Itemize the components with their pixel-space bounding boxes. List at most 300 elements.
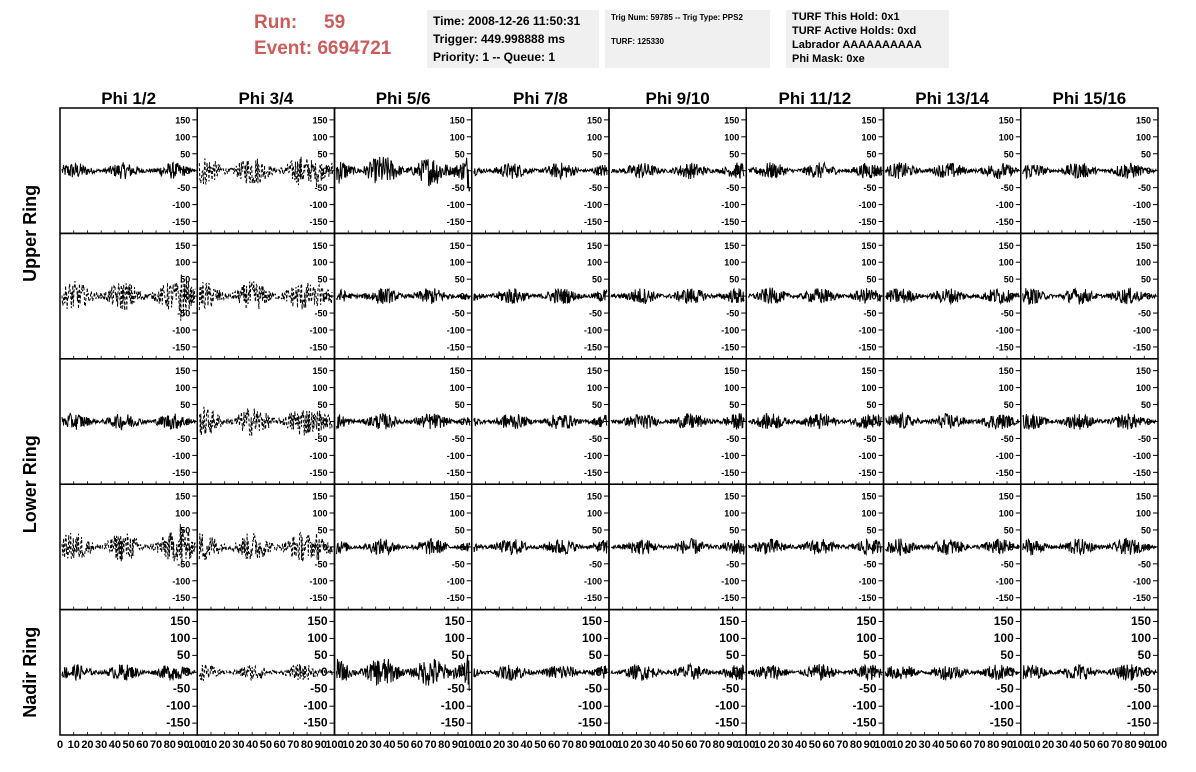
y-tick-label: 0: [320, 664, 328, 679]
waveform-panel: [746, 610, 883, 735]
waveform-panel: [472, 108, 609, 233]
x-tick-label: 30: [506, 739, 520, 751]
waveform-trace: [62, 664, 195, 680]
y-tick-label: -150: [446, 217, 465, 228]
y-tick-label: -100: [852, 698, 877, 713]
y-tick-label: -150: [583, 593, 602, 604]
y-tick-label: -50: [588, 559, 602, 570]
waveform-trace: [611, 539, 744, 555]
waveform-trace: [474, 288, 607, 304]
x-tick-label: 90: [1000, 739, 1014, 751]
priority-line: Priority: 1 -- Queue: 1: [433, 50, 556, 64]
y-tick-label: 0: [459, 291, 465, 302]
waveform-trace: [886, 162, 1019, 179]
y-tick-label: -50: [726, 433, 740, 444]
x-tick-label: 100: [188, 739, 207, 751]
y-tick-label: -100: [440, 698, 465, 713]
y-tick-label: 100: [861, 383, 877, 394]
x-tick-label: 30: [95, 739, 108, 751]
waveform-trace: [748, 288, 881, 304]
y-tick-label: 0: [596, 542, 602, 553]
y-tick-label: 100: [861, 132, 877, 143]
y-tick-label: -150: [721, 217, 740, 228]
waveform-panel: [609, 484, 746, 609]
x-tick-label: 90: [451, 739, 465, 751]
y-tick-label: -50: [1137, 433, 1151, 444]
y-tick-label: 100: [998, 132, 1014, 143]
y-tick-label: 0: [734, 542, 740, 553]
y-tick-label: 50: [863, 647, 877, 662]
y-tick-label: -150: [440, 715, 465, 730]
y-tick-label: 150: [998, 491, 1014, 502]
x-tick-label: 50: [946, 739, 959, 751]
waveform-panel: [1021, 108, 1158, 233]
y-tick-label: -150: [172, 467, 191, 478]
y-tick-label: 100: [312, 132, 328, 143]
x-tick-label: 40: [246, 739, 259, 751]
y-tick-label: 100: [998, 257, 1014, 268]
x-tick-label: 10: [479, 739, 492, 751]
waveform-panel: [197, 233, 334, 358]
waveform-panel: [335, 233, 472, 358]
x-tick-label: 80: [849, 739, 863, 751]
y-tick-label: 150: [861, 491, 877, 502]
waveform-trace: [337, 157, 470, 192]
y-tick-label: 150: [856, 613, 877, 628]
y-tick-label: -150: [172, 593, 191, 604]
waveform-trace: [748, 162, 881, 178]
x-tick-label: 80: [1124, 739, 1137, 751]
y-tick-label: 0: [871, 417, 877, 427]
x-tick-label: 20: [630, 739, 643, 751]
y-tick-label: 150: [861, 240, 877, 251]
y-tick-label: 50: [588, 647, 602, 662]
y-tick-label: 50: [176, 647, 191, 662]
y-tick-label: 100: [1135, 257, 1151, 268]
waveform-trace: [1023, 163, 1156, 179]
x-tick-label: 70: [149, 739, 163, 751]
y-tick-label: 50: [180, 149, 191, 160]
y-tick-label: 100: [586, 508, 602, 519]
y-tick-label: -100: [583, 576, 602, 587]
waveform-trace: [62, 524, 195, 565]
x-tick-label: 60: [822, 739, 835, 751]
y-tick-label: 0: [322, 417, 328, 427]
waveform-trace: [337, 539, 470, 555]
turf-active-line: TURF Active Holds: 0xd: [792, 25, 917, 37]
y-tick-label: -100: [1132, 576, 1151, 587]
y-tick-label: 150: [312, 115, 328, 126]
y-tick-label: -150: [852, 715, 877, 730]
x-tick-label: 70: [287, 739, 300, 751]
y-tick-label: 100: [861, 508, 877, 519]
y-tick-label: 150: [998, 240, 1014, 251]
y-tick-label: 100: [449, 257, 465, 268]
y-tick-label: -150: [172, 217, 191, 228]
waveform-panel: [746, 359, 883, 484]
y-tick-label: 100: [175, 132, 191, 143]
y-tick-label: 0: [459, 166, 465, 177]
y-tick-label: 0: [1007, 664, 1014, 679]
y-tick-label: 150: [170, 613, 191, 628]
x-tick-label: 10: [753, 739, 767, 751]
x-tick-label: 80: [163, 739, 176, 751]
y-tick-label: 150: [1135, 491, 1151, 502]
x-tick-label: 100: [462, 739, 481, 751]
y-tick-label: 150: [175, 491, 191, 502]
y-tick-label: 50: [725, 647, 740, 662]
y-tick-label: -100: [1132, 325, 1151, 336]
waveform-panel: [884, 108, 1021, 233]
x-tick-label: 10: [616, 739, 629, 751]
y-tick-label: -50: [996, 681, 1014, 696]
y-tick-label: -100: [989, 698, 1014, 713]
y-tick-label: -100: [995, 325, 1014, 336]
y-tick-label: 50: [180, 400, 191, 411]
x-tick-label: 50: [259, 739, 272, 751]
y-tick-label: 50: [454, 400, 465, 411]
waveform-trace: [1023, 414, 1156, 430]
waveform-panel: [60, 359, 197, 484]
y-tick-label: 50: [1140, 525, 1151, 536]
y-tick-label: -150: [858, 342, 877, 353]
x-tick-label: 60: [547, 739, 561, 751]
y-tick-label: 150: [449, 491, 465, 502]
x-tick-label: 30: [918, 739, 931, 751]
waveform-trace: [199, 281, 332, 310]
y-tick-label: -100: [1132, 200, 1151, 211]
y-tick-label: -100: [446, 450, 465, 461]
waveform-panel: [335, 359, 472, 484]
x-tick-label: 50: [122, 739, 135, 751]
y-tick-label: -150: [309, 342, 328, 353]
y-tick-label: 150: [312, 366, 328, 377]
y-tick-label: -150: [446, 342, 465, 353]
y-tick-label: 50: [591, 149, 602, 160]
x-tick-label: 70: [973, 739, 986, 751]
y-tick-label: -100: [172, 200, 191, 211]
y-tick-label: -50: [1137, 183, 1151, 194]
waveform-panel: [884, 610, 1021, 735]
y-tick-label: 100: [993, 630, 1014, 645]
y-tick-label: 0: [183, 664, 191, 679]
y-tick-label: 150: [444, 613, 465, 628]
y-tick-label: 0: [869, 664, 877, 679]
y-tick-label: -50: [863, 559, 877, 570]
y-tick-label: -150: [309, 593, 328, 604]
y-tick-label: -150: [1132, 217, 1151, 228]
y-tick-label: -150: [303, 715, 328, 730]
y-tick-label: 0: [734, 291, 740, 302]
y-tick-label: 0: [1008, 417, 1014, 427]
y-tick-label: 50: [1140, 400, 1151, 411]
y-tick-label: 0: [1008, 166, 1014, 177]
y-tick-label: -50: [1137, 559, 1151, 570]
waveform-trace: [748, 539, 881, 555]
y-tick-label: 50: [729, 274, 740, 285]
x-tick-label: 0: [56, 739, 64, 751]
y-tick-label: 0: [185, 417, 191, 427]
y-tick-label: 0: [871, 291, 877, 302]
x-tick-label: 60: [410, 739, 423, 751]
y-tick-label: -50: [588, 308, 602, 319]
y-tick-label: 0: [1008, 291, 1014, 302]
y-tick-label: -100: [446, 200, 465, 211]
y-tick-label: 100: [312, 257, 328, 268]
y-tick-label: -150: [721, 467, 740, 478]
y-tick-label: 100: [586, 257, 602, 268]
y-tick-label: -100: [309, 325, 328, 336]
y-tick-label: -150: [446, 593, 465, 604]
y-tick-label: 50: [866, 525, 877, 536]
y-tick-label: -50: [588, 183, 602, 194]
y-tick-label: -50: [177, 183, 191, 194]
x-tick-label: 30: [369, 739, 382, 751]
y-tick-label: 50: [180, 274, 191, 285]
y-tick-label: 100: [175, 508, 191, 519]
y-tick-label: 150: [1135, 115, 1151, 126]
time-line: Time: 2008-12-26 11:50:31: [433, 14, 581, 28]
y-tick-label: -150: [995, 342, 1014, 353]
y-tick-label: 150: [998, 115, 1014, 126]
column-header: Phi 9/10: [645, 89, 710, 108]
y-tick-label: 50: [591, 400, 602, 411]
y-tick-label: 50: [729, 525, 740, 536]
y-tick-label: 150: [1130, 613, 1151, 628]
y-tick-label: -150: [1132, 467, 1151, 478]
x-tick-label: 90: [726, 739, 739, 751]
waveform-trace: [1023, 664, 1156, 680]
y-tick-label: 100: [856, 630, 877, 645]
y-tick-label: -50: [863, 183, 877, 194]
y-tick-label: 100: [719, 630, 740, 645]
y-tick-label: -100: [721, 200, 740, 211]
x-tick-label: 60: [136, 739, 149, 751]
y-tick-label: 150: [993, 613, 1014, 628]
y-tick-label: 50: [451, 647, 465, 662]
x-tick-label: 90: [589, 739, 602, 751]
y-tick-label: 0: [459, 417, 465, 427]
y-tick-label: 150: [1135, 366, 1151, 377]
y-tick-label: 50: [1003, 525, 1014, 536]
x-tick-label: 70: [836, 739, 849, 751]
y-tick-label: 50: [454, 149, 465, 160]
x-tick-label: 30: [1055, 739, 1069, 751]
y-tick-label: 0: [185, 542, 191, 553]
waveform-trace: [62, 414, 195, 430]
y-tick-label: -50: [726, 308, 740, 319]
y-tick-label: 100: [175, 383, 191, 394]
y-tick-label: 0: [732, 664, 740, 679]
trig-num-line: Trig Num: 59785 -- Trig Type: PPS2: [611, 13, 743, 22]
y-tick-label: 100: [312, 508, 328, 519]
y-tick-label: 50: [1003, 400, 1014, 411]
y-tick-label: 0: [734, 166, 740, 177]
y-tick-label: -100: [583, 325, 602, 336]
y-tick-label: -50: [721, 681, 740, 696]
waveform-panel: [746, 108, 883, 233]
x-tick-label: 60: [959, 739, 972, 751]
x-tick-label: 70: [1110, 739, 1123, 751]
y-tick-label: 150: [724, 115, 740, 126]
x-tick-label: 10: [342, 739, 355, 751]
y-tick-label: 100: [449, 132, 465, 143]
y-tick-label: 50: [454, 274, 465, 285]
y-tick-label: 100: [1130, 630, 1151, 645]
waveform-trace: [337, 413, 470, 429]
y-tick-label: 0: [596, 417, 602, 427]
y-tick-label: 50: [1140, 274, 1151, 285]
y-tick-label: -50: [726, 183, 740, 194]
turf-line: TURF: 125330: [611, 37, 664, 46]
y-tick-label: 150: [449, 366, 465, 377]
waveform-panel: [472, 233, 609, 358]
y-tick-label: 50: [317, 525, 328, 536]
y-tick-label: 150: [998, 366, 1014, 377]
y-tick-label: -100: [858, 450, 877, 461]
y-tick-label: 0: [1144, 664, 1151, 679]
x-tick-label: 90: [1138, 739, 1151, 751]
x-tick-label: 40: [795, 739, 808, 751]
y-tick-label: -100: [858, 576, 877, 587]
y-tick-label: 0: [595, 664, 602, 679]
waveform-panel: [335, 484, 472, 609]
y-tick-label: 100: [449, 508, 465, 519]
turf-hold-line: TURF This Hold: 0x1: [792, 11, 900, 23]
x-tick-label: 50: [397, 739, 410, 751]
y-tick-label: 0: [1145, 166, 1151, 177]
y-tick-label: 100: [581, 630, 602, 645]
waveform-panel: [1021, 359, 1158, 484]
y-tick-label: 50: [1140, 149, 1151, 160]
y-tick-label: -150: [858, 217, 877, 228]
waveform-trace: [611, 664, 744, 681]
waveform-panel: [197, 108, 334, 233]
y-tick-label: 100: [724, 257, 740, 268]
waveform-panel: [884, 233, 1021, 358]
y-tick-label: -50: [177, 559, 191, 570]
y-tick-label: -100: [715, 698, 740, 713]
y-tick-label: -50: [314, 308, 328, 319]
y-tick-label: -50: [177, 433, 191, 444]
x-tick-label: 50: [671, 739, 684, 751]
y-tick-label: -100: [446, 325, 465, 336]
x-tick-label: 20: [767, 739, 780, 751]
x-tick-label: 30: [781, 739, 794, 751]
y-tick-label: 50: [454, 525, 465, 536]
y-tick-label: 0: [322, 291, 328, 302]
y-tick-label: -100: [995, 450, 1014, 461]
y-tick-label: 0: [871, 542, 877, 553]
column-header: Phi 3/4: [238, 89, 294, 108]
y-tick-label: -50: [447, 681, 465, 696]
y-tick-label: -100: [858, 200, 877, 211]
y-tick-label: -50: [863, 308, 877, 319]
y-tick-label: -100: [577, 698, 602, 713]
waveform-trace: [474, 665, 607, 681]
waveform-trace: [886, 665, 1019, 681]
y-tick-label: -50: [1000, 183, 1014, 194]
y-tick-label: -150: [309, 467, 328, 478]
x-tick-label: 10: [891, 739, 904, 751]
y-tick-label: 50: [866, 149, 877, 160]
y-tick-label: 50: [314, 647, 328, 662]
column-header: Phi 1/2: [101, 89, 157, 108]
y-tick-label: 100: [586, 383, 602, 394]
y-tick-label: -100: [721, 576, 740, 587]
y-tick-label: -150: [577, 715, 602, 730]
waveform-panel: [197, 484, 334, 609]
y-tick-label: 50: [317, 274, 328, 285]
y-tick-label: 0: [871, 166, 877, 177]
waveform-panel: [197, 610, 334, 735]
y-tick-label: -100: [858, 325, 877, 336]
y-tick-label: 50: [180, 525, 191, 536]
column-header: Phi 11/12: [778, 89, 852, 108]
y-tick-label: 50: [1137, 647, 1151, 662]
y-tick-label: -50: [451, 433, 465, 444]
y-tick-label: -150: [172, 342, 191, 353]
y-tick-label: 100: [1135, 132, 1151, 143]
waveform-trace: [886, 413, 1019, 429]
waveform-panel: [1021, 484, 1158, 609]
y-tick-label: 50: [317, 400, 328, 411]
x-tick-label: 100: [874, 739, 893, 751]
y-tick-label: -50: [588, 433, 602, 444]
x-tick-label: 100: [599, 739, 619, 751]
y-tick-label: -150: [583, 342, 602, 353]
y-tick-label: -50: [726, 559, 740, 570]
event-value: 6694721: [317, 38, 392, 59]
y-tick-label: 150: [312, 491, 328, 502]
waveform-panel: [60, 233, 197, 358]
waveform-trace: [748, 413, 881, 429]
y-tick-label: -150: [995, 593, 1014, 604]
y-tick-label: 100: [307, 630, 328, 645]
y-tick-label: -50: [1000, 308, 1014, 319]
y-tick-label: -150: [1126, 715, 1151, 730]
waveform-panel: [335, 108, 472, 233]
waveform-panel: [472, 610, 609, 735]
waveform-trace: [611, 163, 744, 179]
y-tick-label: 100: [1135, 508, 1151, 519]
y-tick-label: -100: [309, 450, 328, 461]
x-tick-label: 30: [232, 739, 245, 751]
y-tick-label: 150: [449, 115, 465, 126]
y-tick-label: 150: [581, 613, 602, 628]
waveform-trace: [199, 664, 332, 681]
y-tick-label: -50: [1000, 433, 1014, 444]
y-tick-label: -150: [721, 593, 740, 604]
y-tick-label: -50: [863, 433, 877, 444]
waveform-trace: [748, 664, 881, 681]
y-tick-label: 150: [307, 613, 328, 628]
y-tick-label: -100: [1132, 450, 1151, 461]
y-tick-label: -100: [172, 325, 191, 336]
x-tick-label: 100: [737, 739, 756, 751]
y-tick-label: 50: [866, 274, 877, 285]
y-tick-label: 50: [1000, 647, 1014, 662]
run-label: Run:: [254, 12, 298, 33]
x-tick-label: 40: [520, 739, 533, 751]
waveform-panel: [609, 359, 746, 484]
y-tick-label: 150: [1135, 240, 1151, 251]
waveform-trace: [1023, 539, 1156, 556]
x-tick-label: 20: [355, 739, 369, 751]
y-tick-label: 0: [1145, 542, 1151, 553]
row-label: Lower Ring: [20, 435, 40, 534]
y-tick-label: -100: [172, 450, 191, 461]
